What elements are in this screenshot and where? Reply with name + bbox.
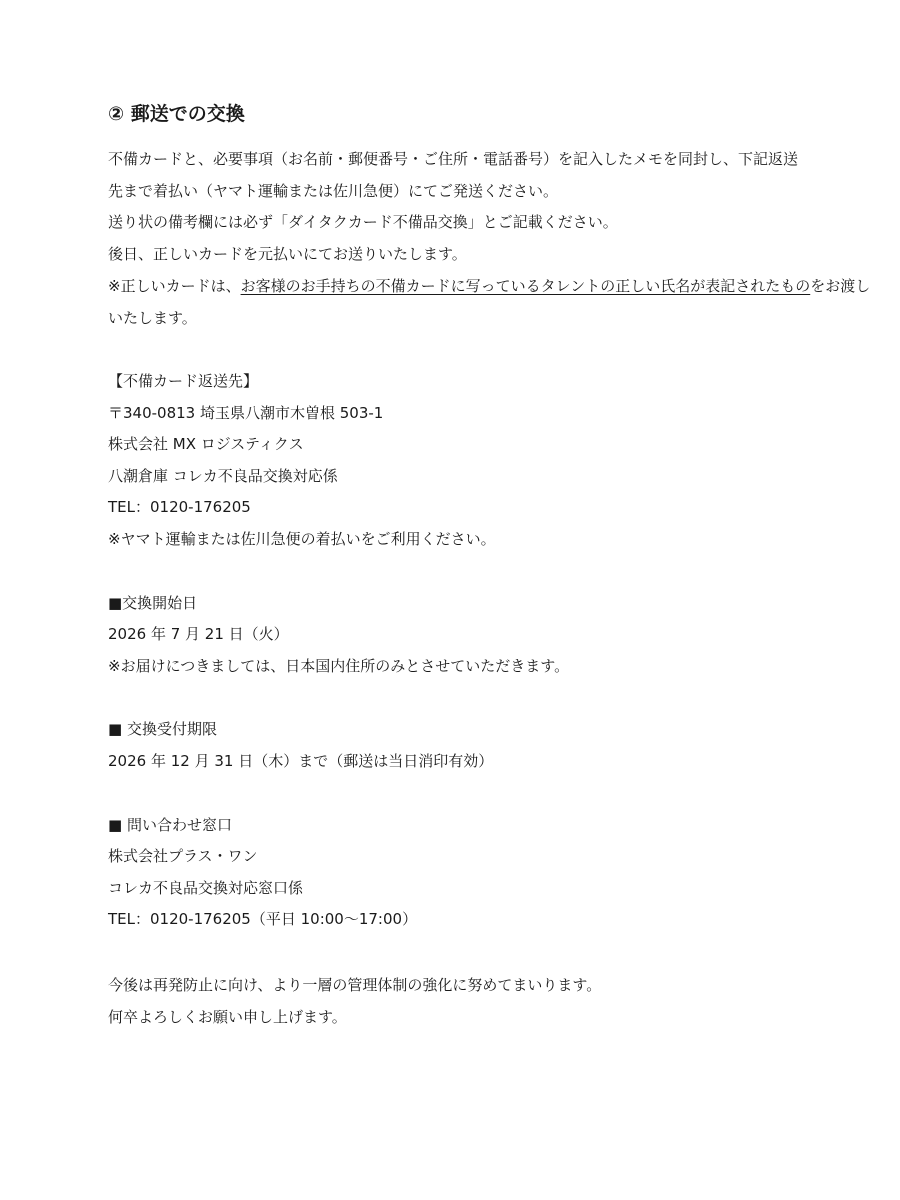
closing-line-2: 何卒よろしくお願い申し上げます。: [108, 1008, 347, 1026]
return-address-heading: 【不備カード返送先】: [108, 372, 259, 390]
contact-company: 株式会社プラス・ワン: [108, 847, 258, 865]
exchange-start-date: 2026 年 7 月 21 日（火）: [108, 625, 289, 643]
contact-department: コレカ不良品交換対応窓口係: [108, 879, 304, 897]
instruction-line-3: 送り状の備考欄には必ず「ダイタクカード不備品交換」とご記載ください。: [108, 213, 618, 231]
return-address-tel: TEL：0120-176205: [108, 498, 251, 516]
contact-heading: ■ 問い合わせ窓口: [108, 816, 232, 834]
exchange-deadline-date: 2026 年 12 月 31 日（木）まで（郵送は当日消印有効）: [108, 752, 494, 770]
exchange-start-note: ※お届けにつきましては、日本国内住所のみとさせていただきます。: [108, 657, 570, 675]
return-address-note: ※ヤマト運輸または佐川急便の着払いをご利用ください。: [108, 530, 496, 548]
note-prefix: ※正しいカードは、: [108, 277, 241, 295]
instruction-line-2: 先まで着払い（ヤマト運輸または佐川急便）にてご発送ください。: [108, 182, 559, 200]
note-suffix: をお渡し: [810, 277, 871, 295]
correct-card-note: [108, 275, 870, 297]
contact-tel: TEL：0120-176205（平日 10:00～17:00）: [108, 910, 418, 928]
note-underlined-text: お客様のお手持ちの不備カードに写っているタレントの正しい氏名が表記されたもの: [240, 277, 811, 295]
correct-card-note-continuation: いたします。: [108, 309, 197, 327]
exchange-start-heading: ■交換開始日: [108, 594, 198, 612]
return-address-department: 八潮倉庫 コレカ不良品交換対応係: [108, 467, 338, 485]
closing-line-1: 今後は再発防止に向け、より一層の管理体制の強化に努めてまいります。: [108, 976, 602, 994]
exchange-deadline-heading: ■ 交換受付期限: [108, 720, 217, 738]
instruction-line-1: 不備カードと、必要事項（お名前・郵便番号・ご住所・電話番号）を記入したメモを同封し、下記返送: [108, 150, 799, 168]
return-address-company: 株式会社 MX ロジスティクス: [108, 435, 304, 453]
section-title: ② 郵送での交換: [108, 103, 245, 125]
instruction-line-4: 後日、正しいカードを元払いにてお送りいたします。: [108, 245, 467, 263]
return-address-postal: 〒340-0813 埼玉県八潮市木曽根 503-1: [108, 404, 384, 422]
